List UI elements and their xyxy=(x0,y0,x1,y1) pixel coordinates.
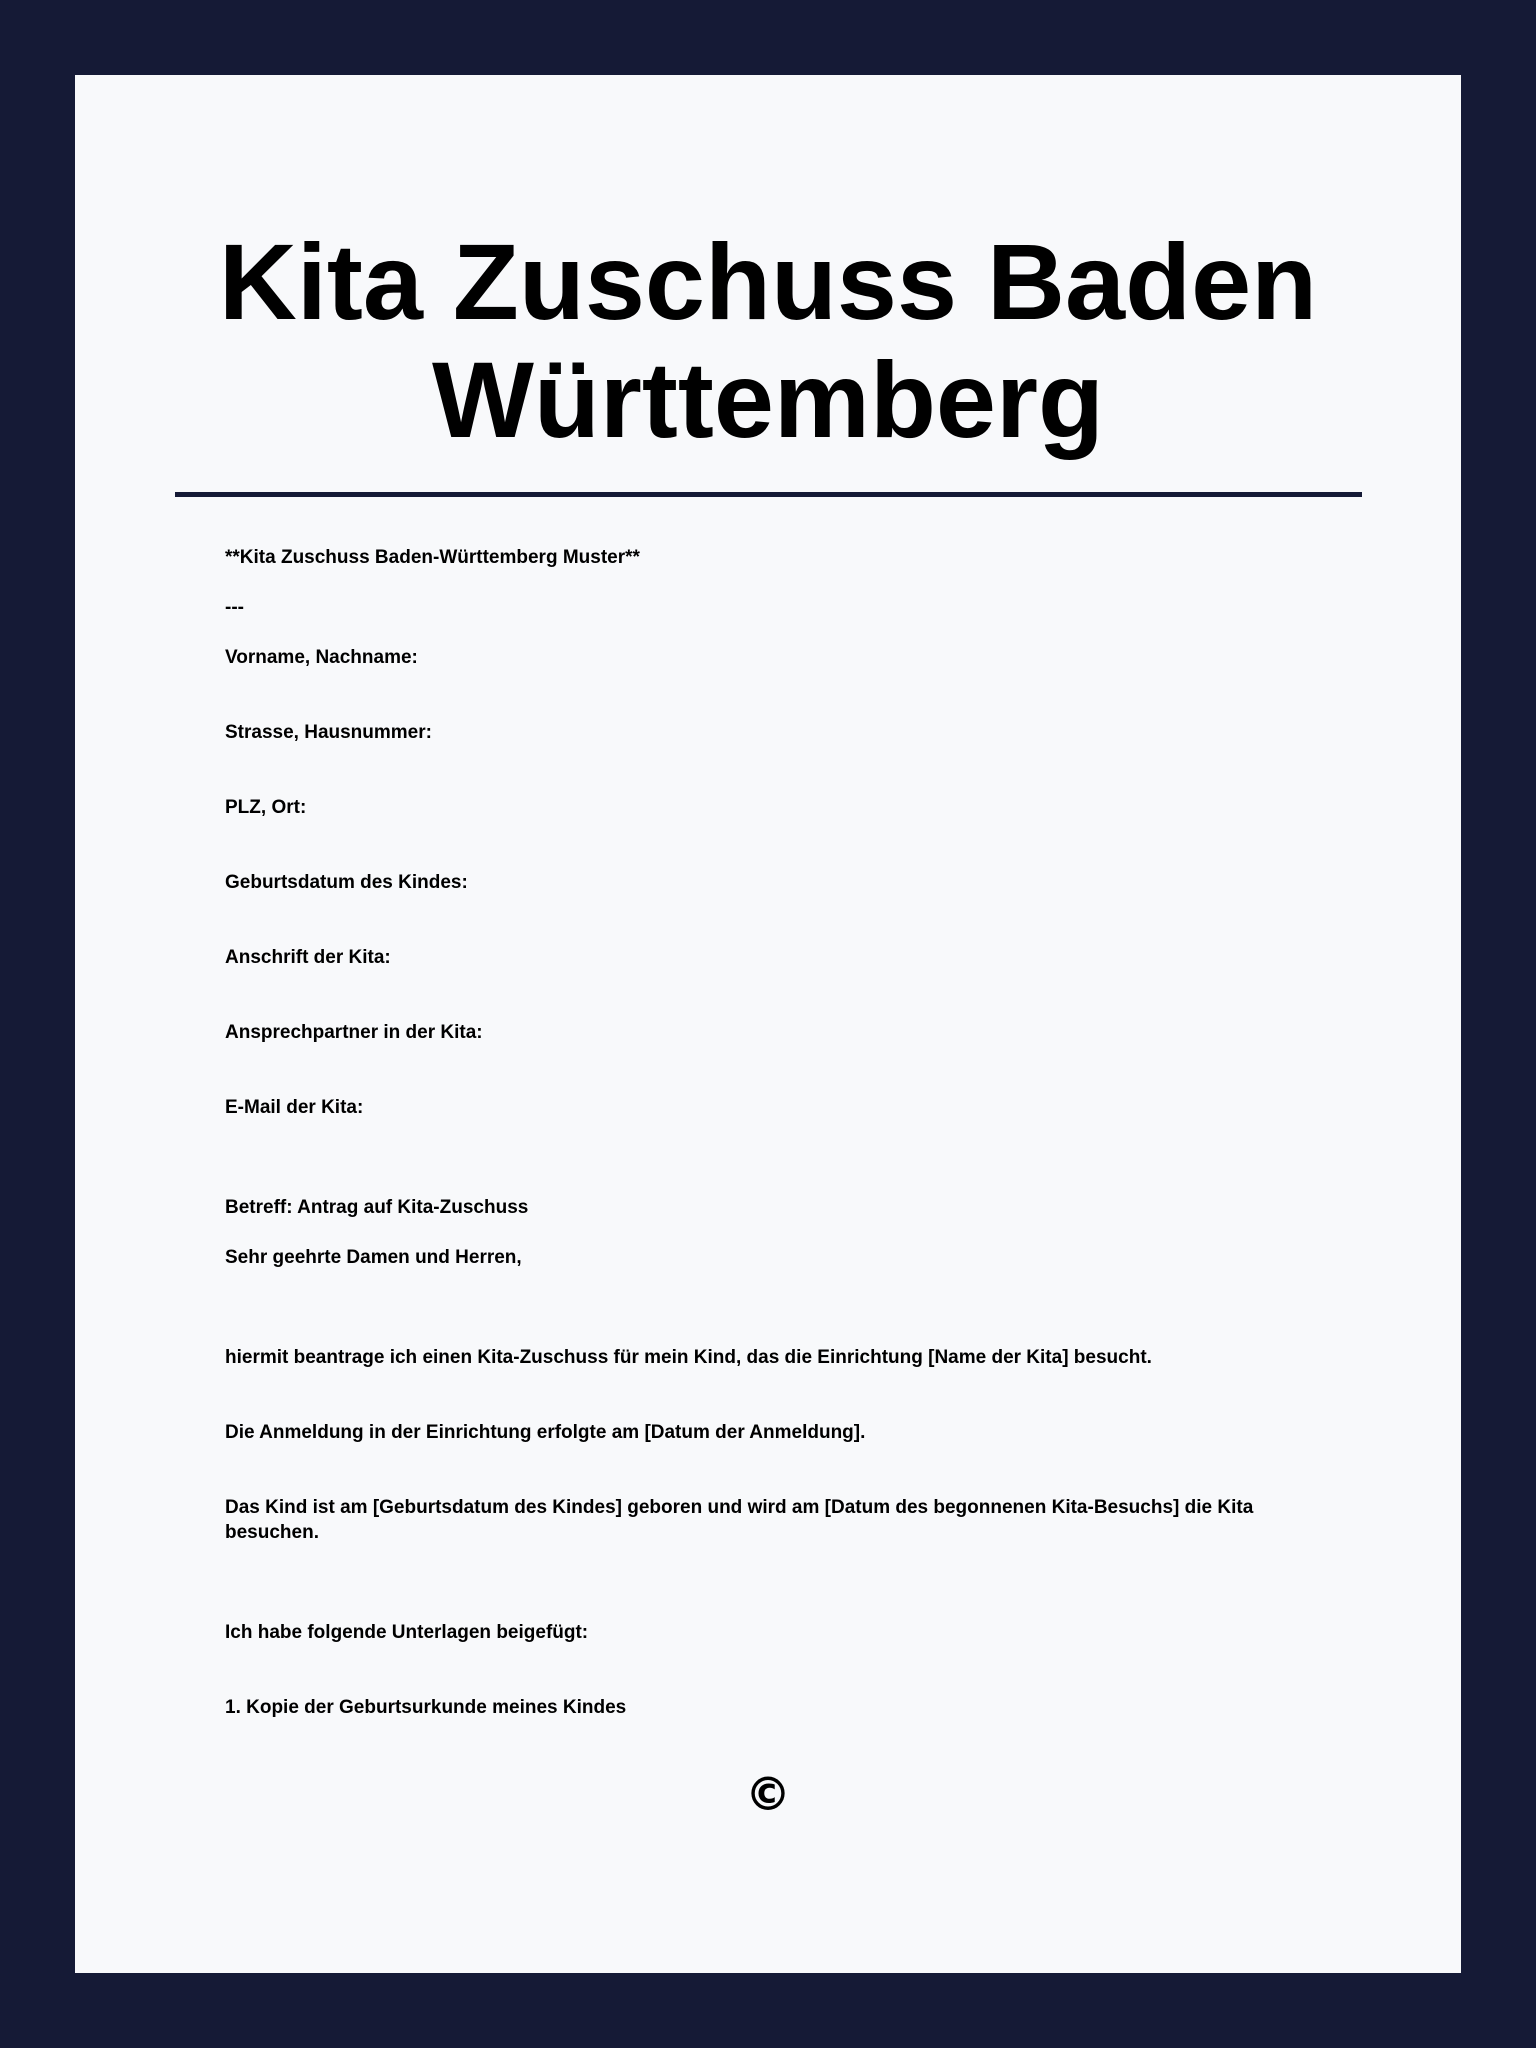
subject-line: Betreff: Antrag auf Kita-Zuschuss xyxy=(225,1197,529,1218)
field-kita-contact: Ansprechpartner in der Kita: xyxy=(225,1022,483,1043)
paragraph-attachments-intro: Ich habe folgende Unterlagen beigefügt: xyxy=(225,1622,589,1643)
field-kita-address: Anschrift der Kita: xyxy=(225,947,391,968)
paragraph-registration: Die Anmeldung in der Einrichtung erfolgte am [Datum der Anmeldung]. xyxy=(225,1422,866,1443)
separator-line: --- xyxy=(225,597,244,618)
salutation: Sehr geehrte Damen und Herren, xyxy=(225,1247,522,1268)
field-child-birthdate: Geburtsdatum des Kindes: xyxy=(225,872,468,893)
paragraph-application: hiermit beantrage ich einen Kita-Zuschuss für mein Kind, das die Einrichtung [Name der Kita] besucht. xyxy=(225,1347,1152,1368)
field-kita-email: E-Mail der Kita: xyxy=(225,1097,364,1118)
paragraph-child-info: Das Kind ist am [Geburtsdatum des Kindes] geboren und wird am [Datum des begonnenen Kita-Besuchs] die Kita besuchen. xyxy=(225,1497,1254,1543)
document-title: Kita Zuschuss Baden Württemberg xyxy=(218,221,1318,460)
document-heading: **Kita Zuschuss Baden-Württemberg Muster** xyxy=(225,547,640,568)
field-name: Vorname, Nachname: xyxy=(225,647,418,668)
document-page xyxy=(75,75,1461,1973)
attachment-list-item: 1. Kopie der Geburtsurkunde meines Kindes xyxy=(225,1697,627,1718)
field-street: Strasse, Hausnummer: xyxy=(225,722,432,743)
title-divider xyxy=(175,492,1362,497)
copyright-icon: © xyxy=(745,1767,791,1821)
field-postal-city: PLZ, Ort: xyxy=(225,797,307,818)
